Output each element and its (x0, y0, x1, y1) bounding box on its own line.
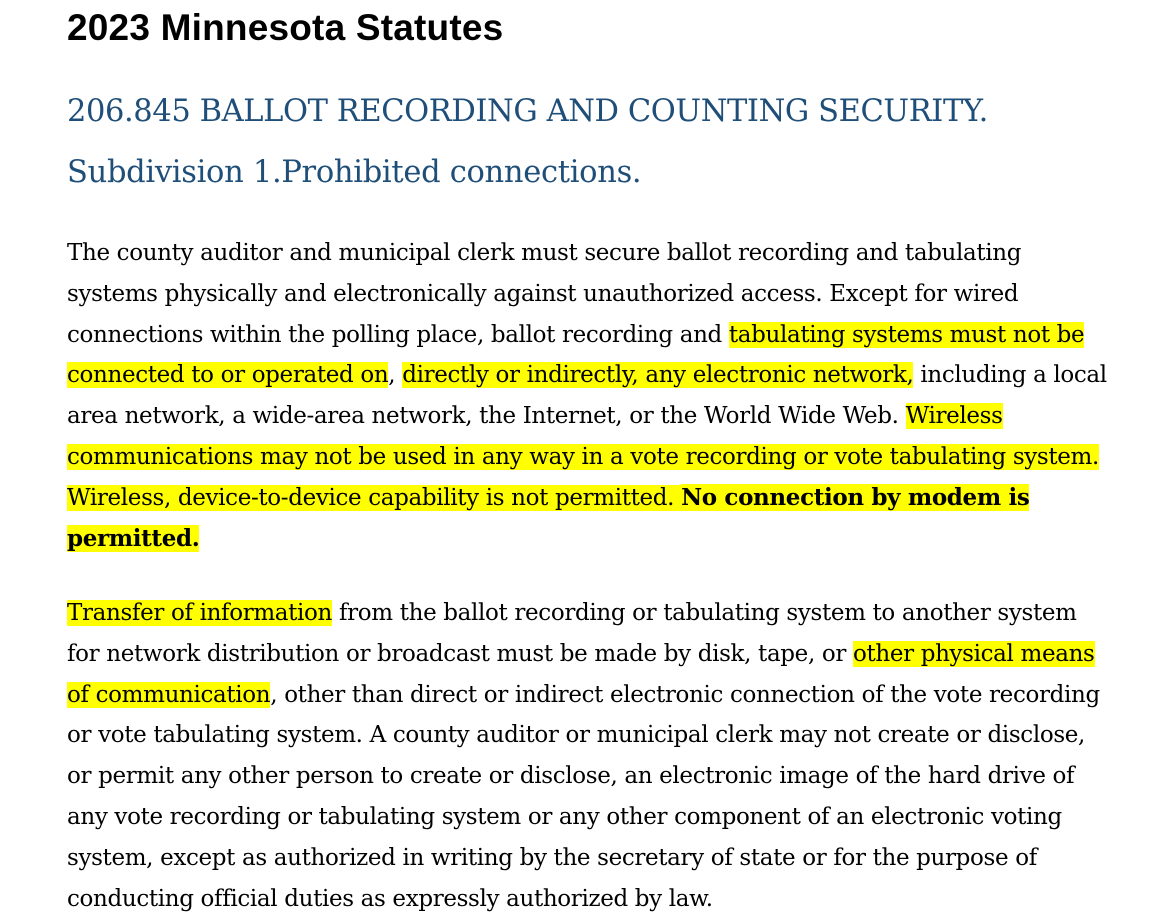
text-run: systems physically and electronically against unauthorized access. Except for wired (67, 280, 1019, 307)
text-run: any vote recording or tabulating system or any other component of an electronic voting (67, 803, 1062, 830)
text-line (67, 593, 1147, 634)
text-line (67, 396, 1147, 437)
highlighted-text: communications may not be used in any way in a vote recording or vote tabulating system. (67, 443, 1099, 470)
section-heading: 206.845 BALLOT RECORDING AND COUNTING SECURITY. (67, 94, 988, 129)
text-run: , (388, 362, 396, 389)
highlighted-text: connected to or operated on (67, 362, 389, 389)
text-run: , other than direct or indirect electronic connection of the vote recording (270, 681, 1100, 708)
text-run: connections within the polling place, ballot recording and (67, 321, 729, 348)
text-line (67, 838, 1147, 879)
highlighted-text: Transfer of information (67, 600, 333, 626)
text-line (67, 715, 1147, 756)
highlighted-bold-text: No connection by modem is (681, 483, 1030, 511)
text-run: The county auditor and municipal clerk must secure ballot recording and tabulating (67, 240, 1022, 266)
paragraph-prohibited-connections (67, 233, 1147, 559)
highlighted-bold-text: permitted. (67, 524, 200, 552)
text-line (67, 437, 1147, 478)
text-line (67, 879, 1147, 920)
text-run: system, except as authorized in writing by the secretary of state or for the purpose of (67, 844, 1037, 871)
text-run: including a local (913, 362, 1107, 389)
text-run: from the ballot recording or tabulating system to another system (332, 600, 1077, 626)
text-run: or vote tabulating system. A county auditor or municipal clerk may not create or disclose, (67, 722, 1085, 749)
text-line (67, 478, 1147, 519)
text-line (67, 519, 1147, 560)
highlighted-text: Wireless, device-to-device capability is not permitted. (67, 484, 682, 511)
text-line (67, 675, 1147, 716)
text-run: conducting official duties as expressly authorized by law. (67, 885, 713, 912)
highlighted-text: other physical means (852, 640, 1095, 667)
text-run: for network distribution or broadcast must be made by disk, tape, or (67, 640, 853, 667)
text-line (67, 797, 1147, 838)
text-run: or permit any other person to create or disclose, an electronic image of the hard drive of (67, 763, 1075, 790)
highlighted-text: Wireless (905, 403, 1003, 430)
text-line (67, 355, 1147, 396)
document-title: 2023 Minnesota Statutes (67, 7, 504, 48)
highlighted-text: of communication (67, 681, 271, 708)
text-line (67, 315, 1147, 356)
text-line (67, 233, 1147, 274)
highlighted-text: directly or indirectly, any electronic network, (402, 362, 914, 389)
paragraph-transfer-of-information (67, 593, 1147, 919)
subdivision-heading: Subdivision 1.Prohibited connections. (67, 155, 642, 190)
text-run: area network, a wide-area network, the Internet, or the World Wide Web. (67, 403, 906, 430)
highlighted-text: tabulating systems must not be (728, 321, 1085, 348)
text-line (67, 274, 1147, 315)
text-line (67, 756, 1147, 797)
text-line (67, 634, 1147, 675)
